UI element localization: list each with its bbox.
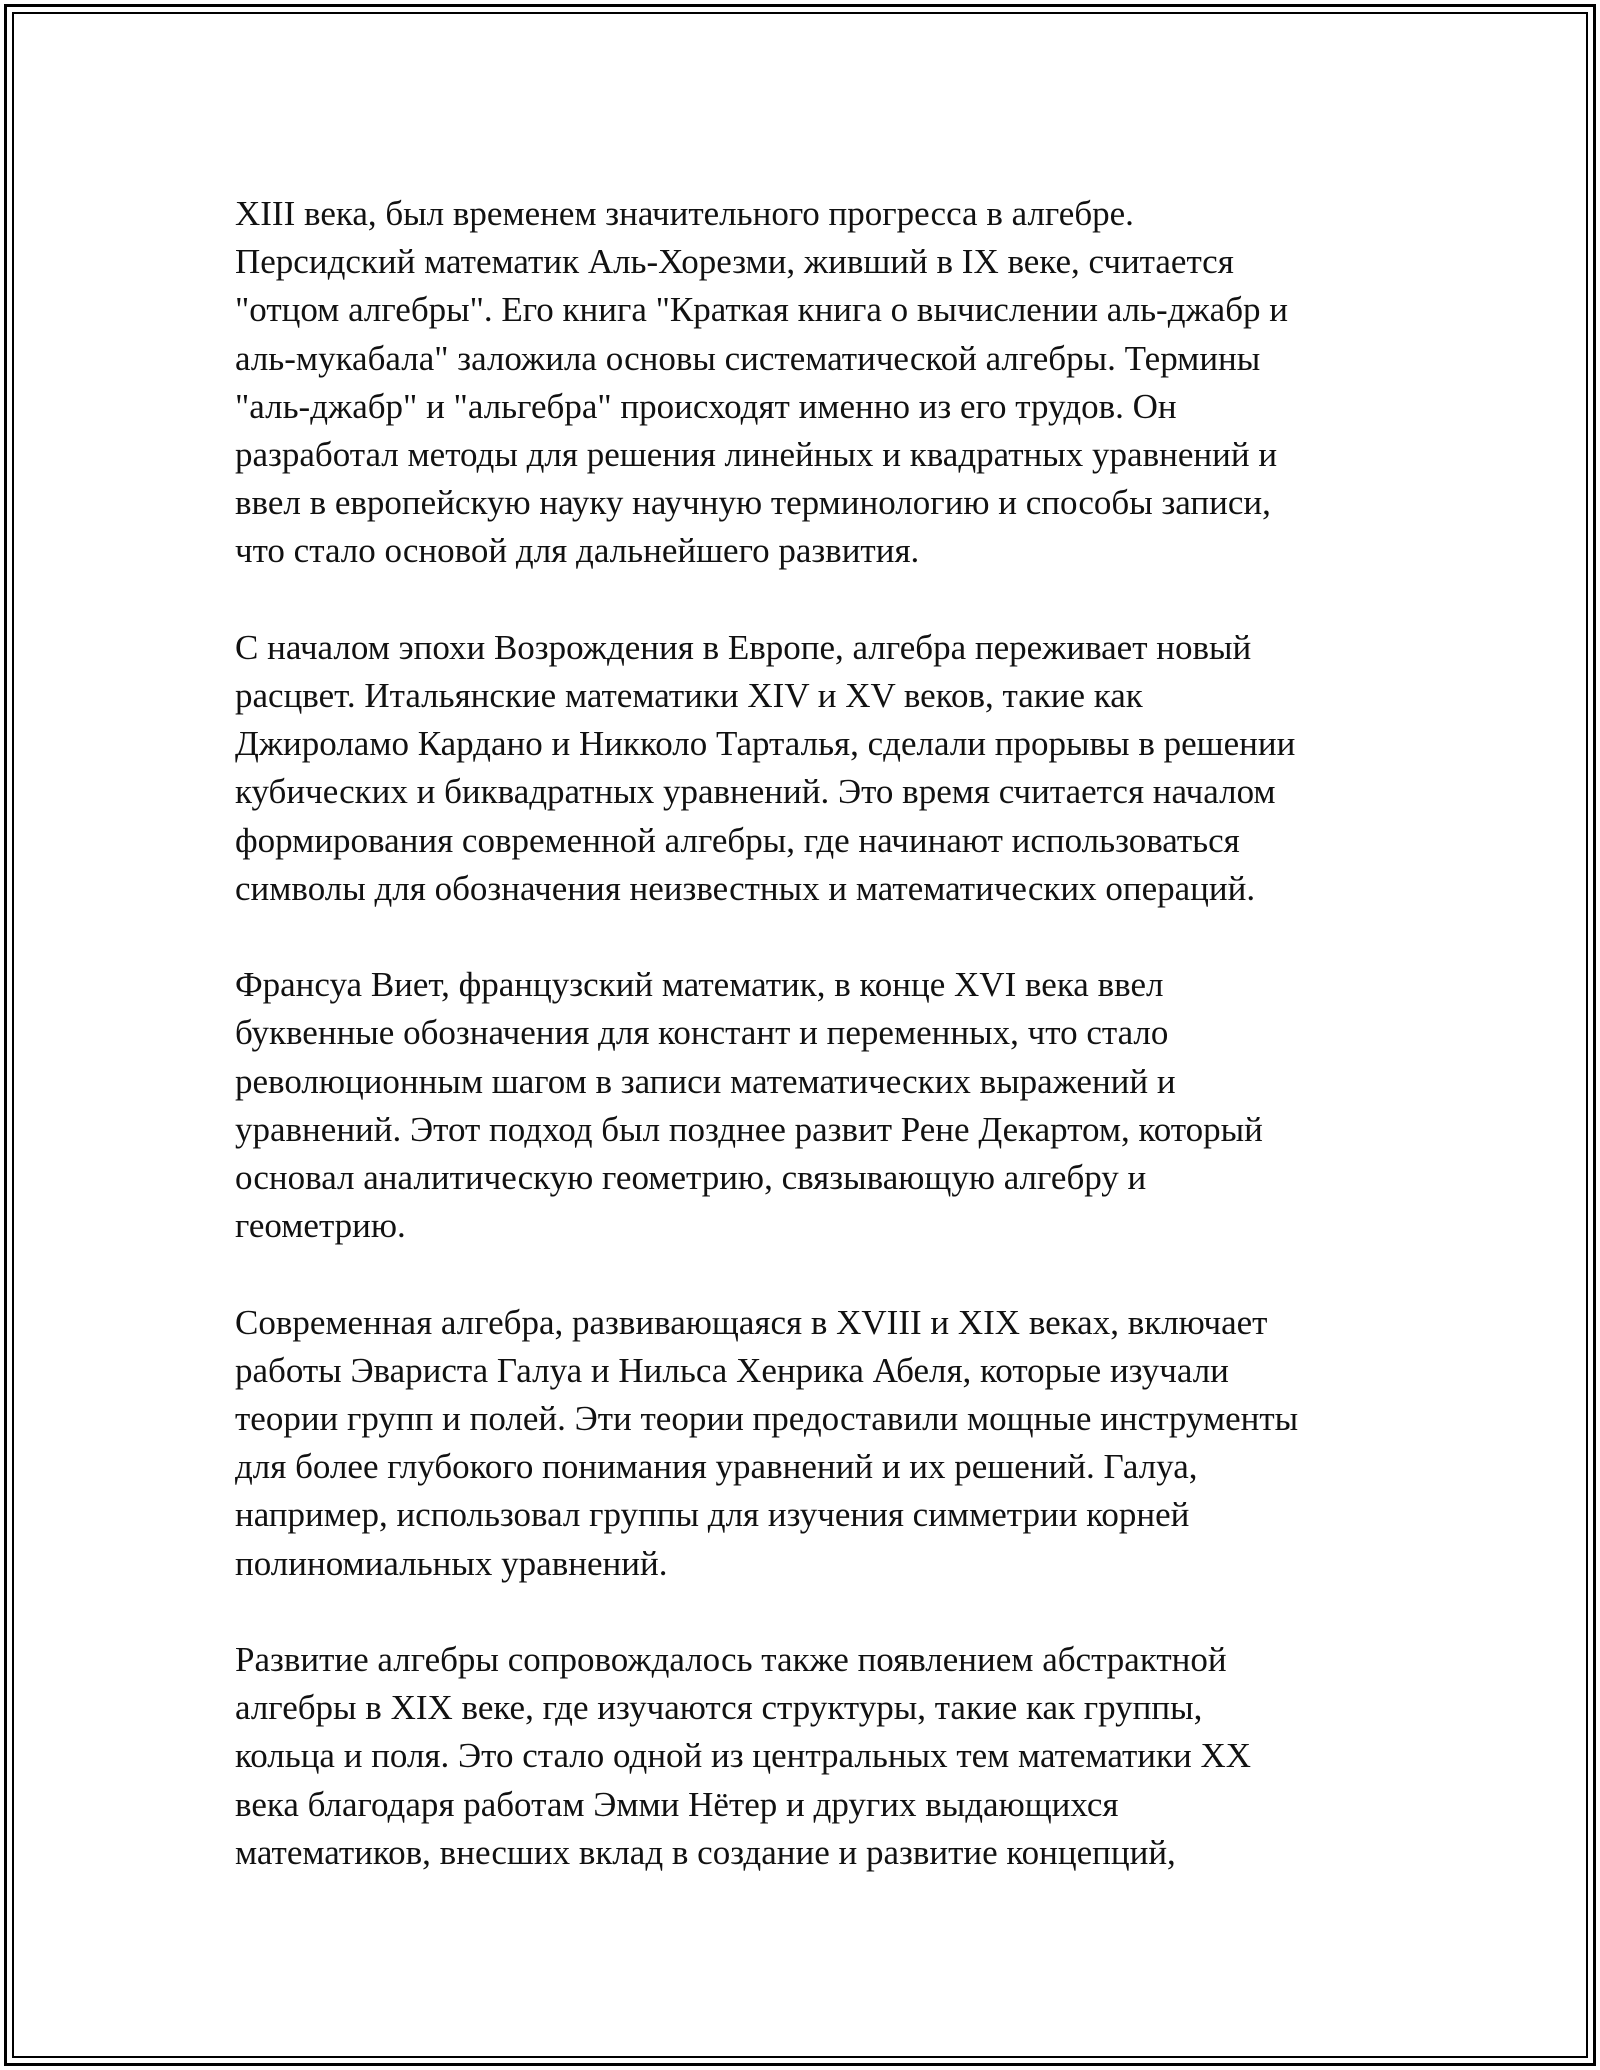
text-line: математиков, внесших вклад в создание и развитие концепций, (235, 1832, 1176, 1872)
paragraph-2 (235, 624, 1415, 913)
text-line: что стало основой для дальнейшего развития. (235, 531, 920, 571)
text-line: работы Эвариста Галуа и Нильса Хенрика Абеля, которые изучали (235, 1350, 1229, 1390)
paragraph-4 (235, 1299, 1415, 1588)
text-line: расцвет. Итальянские математики XIV и XV веков, такие как (235, 676, 1143, 716)
text-line: буквенные обозначения для констант и переменных, что стало (235, 1013, 1169, 1053)
text-line: например, использовал группы для изучения симметрии корней (235, 1495, 1190, 1535)
paragraph-1 (235, 190, 1415, 576)
text-line: Современная алгебра, развивающаяся в XVIII и XIX веках, включает (235, 1302, 1268, 1342)
text-line: ввел в европейскую науку научную терминологию и способы записи, (235, 483, 1271, 523)
text-line: века благодаря работам Эмми Нётер и других выдающихся (235, 1784, 1119, 1824)
text-line: формирования современной алгебры, где начинают использоваться (235, 820, 1240, 860)
text-line: "отцом алгебры". Его книга "Краткая книга о вычислении аль-джабр и (235, 290, 1289, 330)
text-line: основал аналитическую геометрию, связывающую алгебру и (235, 1158, 1147, 1198)
text-line: Джироламо Кардано и Никколо Тарталья, сделали прорывы в решении (235, 724, 1296, 764)
text-line: кольца и поля. Это стало одной из центральных тем математики XX (235, 1736, 1252, 1776)
text-line: уравнений. Этот подход был позднее развит Рене Декартом, который (235, 1109, 1263, 1149)
text-line: Франсуа Виет, французский математик, в конце XVI века ввел (235, 965, 1164, 1005)
text-line: теории групп и полей. Эти теории предоставили мощные инструменты (235, 1399, 1299, 1439)
text-line: Персидский математик Аль-Хорезми, живший в IX веке, считается (235, 242, 1234, 282)
paragraph-5 (235, 1636, 1415, 1877)
text-line: символы для обозначения неизвестных и математических операций. (235, 868, 1256, 908)
text-line: алгебры в XIX веке, где изучаются структуры, такие как группы, (235, 1688, 1203, 1728)
text-line: Развитие алгебры сопровождалось также появлением абстрактной (235, 1640, 1227, 1680)
document-body (235, 190, 1415, 1925)
text-line: для более глубокого понимания уравнений и их решений. Галуа, (235, 1447, 1198, 1487)
paragraph-3 (235, 961, 1415, 1250)
text-line: XIII века, был временем значительного прогресса в алгебре. (235, 194, 1134, 233)
text-line: полиномиальных уравнений. (235, 1543, 668, 1583)
text-line: разработал методы для решения линейных и квадратных уравнений и (235, 435, 1278, 475)
text-line: аль-мукабала" заложила основы систематической алгебры. Термины (235, 338, 1261, 378)
text-line: "аль-джабр" и "альгебра" происходят именно из его трудов. Он (235, 386, 1177, 426)
text-line: геометрию. (235, 1206, 406, 1246)
text-line: кубических и биквадратных уравнений. Это время считается началом (235, 772, 1276, 812)
text-line: революционным шагом в записи математических выражений и (235, 1061, 1176, 1101)
text-line: С началом эпохи Возрождения в Европе, алгебра переживает новый (235, 627, 1252, 667)
